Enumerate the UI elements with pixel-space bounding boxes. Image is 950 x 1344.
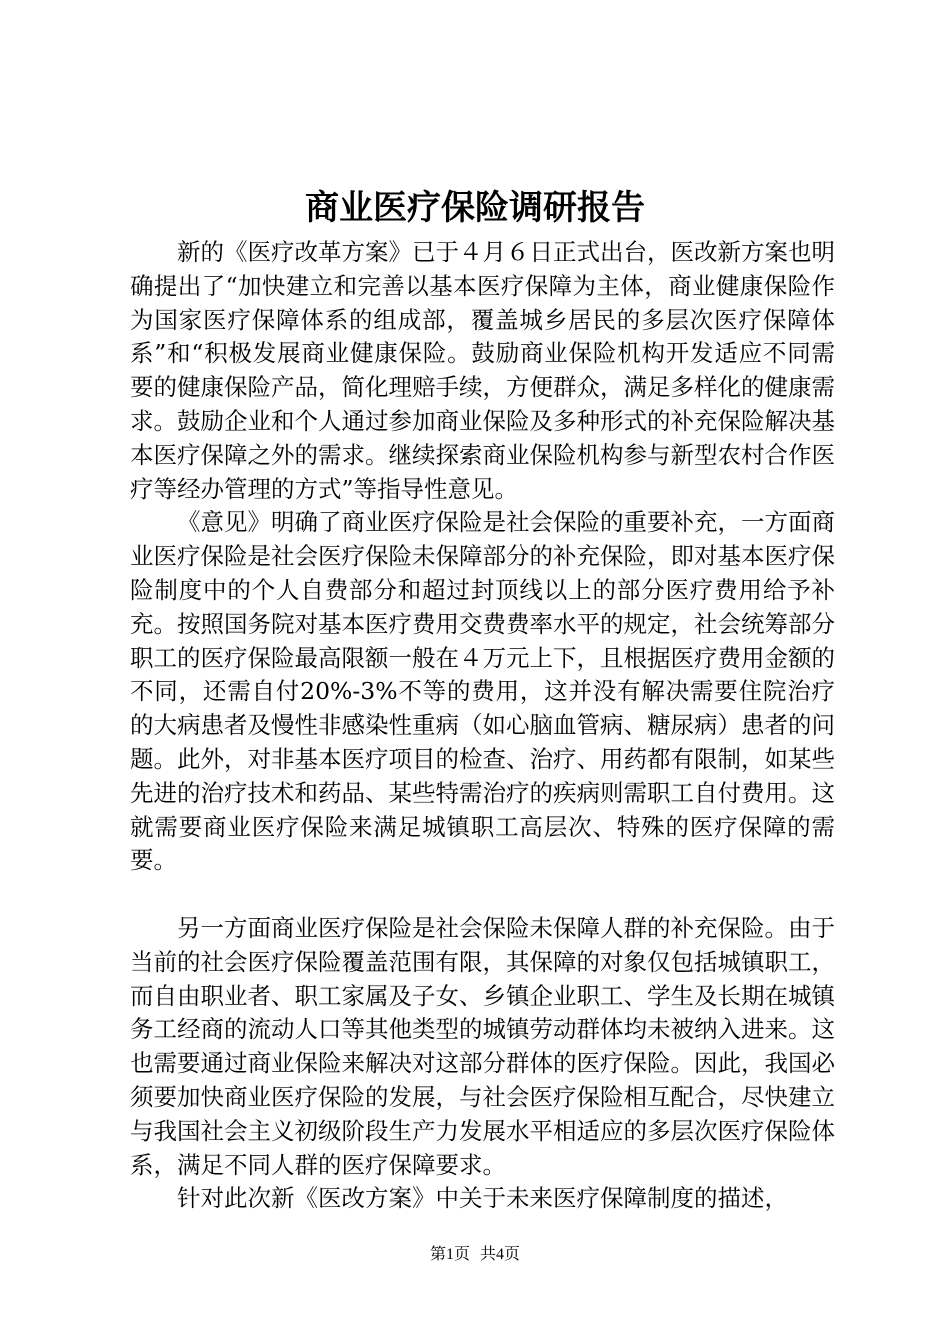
document-title: 商业医疗保险调研报告 — [305, 188, 645, 228]
paragraph-3: 另一方面商业医疗保险是社会保险未保障人群的补充保险。由于当前的社会医疗保险覆盖范围有限，其保障的对象仅包括城镇职工，而自由职业者、职工家属及子女、乡镇企业职工、学生及长期在城镇务工经商的流动人口等其他类型的城镇劳动群体均未被纳入进来。这也需要通过商业保险来解决对这部分群体的医疗保险。因此，我国必须要加快商业医疗保险的发展，与社会医疗保险相互配合，尽快建立与我国社会主义初级阶段生产力发展水平相适应的多层次医疗保险体系，满足不同人群的医疗保障要求。 — [130, 913, 835, 1179]
document-body — [130, 236, 835, 1216]
page-total: 共4页 — [480, 1246, 521, 1263]
paragraph-4: 针对此次新《医改方案》中关于未来医疗保障制度的描述， — [177, 1184, 788, 1213]
page-number: 第1页 — [429, 1246, 470, 1263]
paragraph-2: 《意见》明确了商业医疗保险是社会保险的重要补充，一方面商业医疗保险是社会医疗保险未保障部分的补充保险，即对基本医疗保险制度中的个人自费部分和超过封顶线以上的部分医疗费用给予补充。按照国务院对基本医疗费用交费费率水平的规定，社会统筹部分职工的医疗保险最高限额一般在４万元上下，且根据医疗费用金额的不同，还需自付20%-3%不等的费用，这并没有解决需要住院治疗的大病患者及慢性非感染性重病（如心脑血管病、糖尿病）患者的问题。此外，对非基本医疗项目的检查、治疗、用药都有限制，如某些先进的治疗技术和药品、某些特需治疗的疾病则需职工自付费用。这就需要商业医疗保险来满足城镇职工高层次、特殊的医疗保障的需要。 — [130, 508, 835, 875]
paragraph-1: 新的《医疗改革方案》已于４月６日正式出台，医改新方案也明确提出了“加快建立和完善以基本医疗保障为主体，商业健康保险作为国家医疗保障体系的组成部，覆盖城乡居民的多层次医疗保障体系”和“积极发展商业健康保险。鼓励商业保险机构开发适应不同需要的健康保险产品，简化理赔手续，方便群众，满足多样化的健康需求。鼓励企业和个人通过参加商业保险及多种形式的补充保险解决基本医疗保障之外的需求。继续探索商业保险机构参与新型农村合作医疗等经办管理的方式”等指导性意见。 — [130, 238, 835, 503]
paragraph-spacer — [130, 878, 835, 912]
page-footer — [0, 1245, 950, 1265]
